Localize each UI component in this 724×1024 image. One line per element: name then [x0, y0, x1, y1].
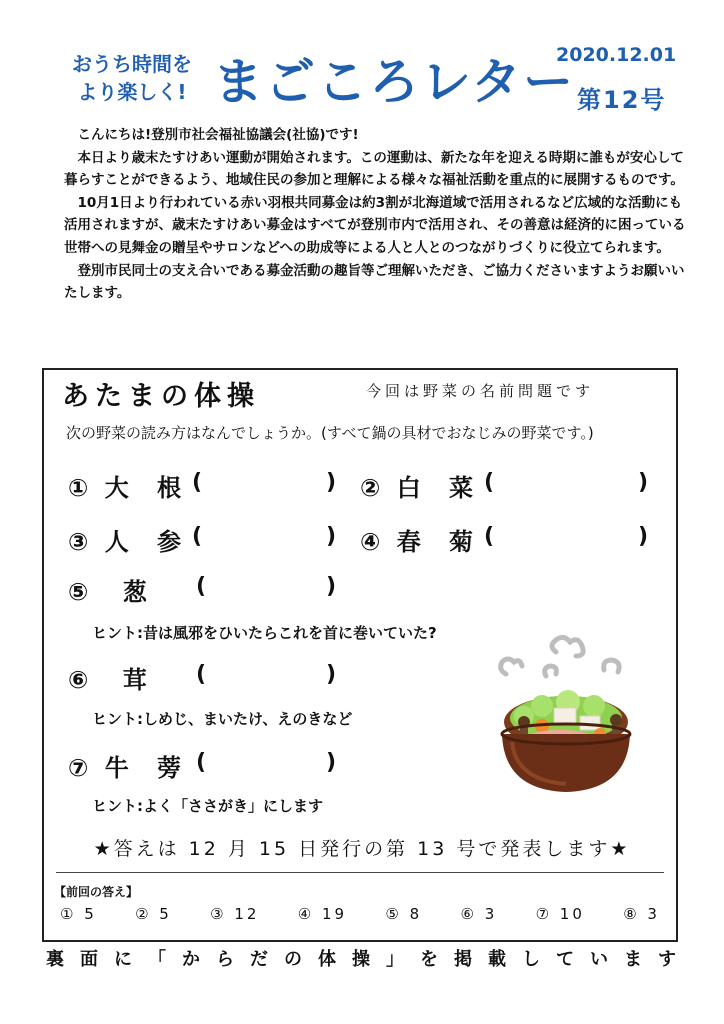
previous-answer: ⑧ 3 [623, 905, 660, 923]
divider [56, 872, 664, 873]
item-word: 春 菊 [396, 528, 484, 556]
item-number: ③ [68, 528, 89, 556]
item-number: ⑤ [68, 578, 89, 606]
footer-char: だ [250, 949, 268, 970]
item-number: ④ [360, 528, 381, 556]
footer-char: 面 [80, 949, 98, 970]
footer-char: て [556, 949, 574, 970]
item-number: ① [68, 474, 89, 502]
footer-char: す [658, 949, 676, 970]
footer-char: 操 [352, 949, 370, 970]
item-word: 茸 [122, 666, 147, 694]
answer-paren-open: ( [196, 574, 207, 599]
footer-char: 体 [318, 949, 336, 970]
item-word: 人 参 [104, 528, 192, 556]
previous-answer: ④ 19 [297, 905, 348, 923]
answer-paren-open: ( [196, 750, 207, 775]
answer-paren-close: ) [638, 470, 649, 495]
answer-paren-close: ) [326, 750, 337, 775]
answer-paren-close: ) [326, 662, 337, 687]
footer-char: か [182, 949, 200, 970]
tagline [52, 50, 212, 106]
item-number: ⑥ [68, 666, 89, 694]
answer-paren-close: ) [326, 524, 337, 549]
quiz-item-6 [68, 660, 147, 695]
quiz-item-3 [68, 522, 191, 557]
footer-char: 「 [148, 949, 166, 970]
intro-text [64, 124, 694, 305]
footer-char: ら [216, 949, 234, 970]
previous-answer: ② 5 [135, 905, 172, 923]
item-word: 白 菜 [396, 474, 484, 502]
footer-char: 掲 [454, 949, 472, 970]
previous-answer: ① 5 [60, 905, 97, 923]
intro-paragraph-3: 登別市民同士の支え合いである募金活動の趣旨等ご理解いただき、ご協力くださいますようお願いいたします。 [64, 262, 685, 302]
footer-char: 載 [488, 949, 506, 970]
quiz-question: 次の野菜の読み方はなんでしょうか。(すべて鍋の具材でおなじみの野菜です。) [66, 424, 594, 442]
item-word: 葱 [122, 578, 147, 606]
previous-answer: ③ 12 [210, 905, 260, 923]
tagline-line1: おうち時間を [72, 52, 192, 76]
footer-note [46, 945, 676, 971]
answer-paren-open: ( [192, 524, 203, 549]
footer-char: 」 [386, 949, 404, 970]
answer-paren-open: ( [196, 662, 207, 687]
previous-answer: ⑦ 10 [535, 905, 585, 923]
footer-char: を [420, 949, 438, 970]
quiz-item-4 [360, 522, 483, 557]
answer-paren-close: ) [326, 470, 337, 495]
footer-char: い [590, 949, 608, 970]
issue-date: 2020.12.01 [556, 44, 677, 66]
footer-char: に [114, 949, 132, 970]
item-word: 牛 蒡 [104, 754, 192, 782]
answer-paren-close: ) [638, 524, 649, 549]
footer-char: 裏 [46, 949, 64, 970]
quiz-item-5 [68, 572, 147, 607]
hotpot-icon [484, 630, 644, 800]
hint-6: ヒント:しめじ、まいたけ、えのきなど [92, 710, 353, 728]
footer-char: の [284, 949, 302, 970]
intro-greeting: こんにちは!登別市社会福祉協議会(社協)です! [77, 127, 359, 143]
footer-char: ま [624, 949, 642, 970]
quiz-subtitle: 今回は野菜の名前問題です [366, 382, 595, 400]
quiz-title: あたまの体操 [62, 381, 260, 412]
item-number: ⑦ [68, 754, 89, 782]
issue-number: 第12号 [577, 86, 667, 114]
answer-paren-open: ( [484, 470, 495, 495]
footer-char: し [522, 949, 540, 970]
hint-5: ヒント:昔は風邪をひいたらこれを首に巻いていた? [92, 624, 437, 642]
intro-paragraph-2: 10月1日より行われている赤い羽根共同募金は約3割が北海道域で活用されるなど広域的な活動にも活用されますが、歳末たすけあい募金はすべてが登別市内で活用され、その善意は経済的に困っている世帯への見舞金の贈呈やサロンなどへの助成等による人と人とのつながりづくりに役立てられます。 [64, 194, 686, 256]
answer-paren-close: ) [326, 574, 337, 599]
quiz-item-2 [360, 468, 483, 503]
intro-paragraph-1: 本日より歳末たすけあい運動が開始されます。この運動は、新たな年を迎える時期に誰もが安心して暮らすことができるよう、地域住民の参加と理解による様々な福祉活動を重点的に展開するものです。 [64, 149, 684, 189]
previous-answer: ⑥ 3 [460, 905, 498, 923]
previous-answers-label: 【前回の答え】 [54, 885, 139, 899]
newsletter-title: まごころレター [213, 53, 575, 111]
previous-answers-list [60, 905, 660, 923]
answer-announcement: ★答えは 12 月 15 日発行の第 13 号で発表します★ [93, 838, 631, 860]
answer-paren-open: ( [192, 470, 203, 495]
answer-paren-open: ( [484, 524, 495, 549]
hint-7: ヒント:よく「ささがき」にします [92, 797, 324, 815]
quiz-item-1 [68, 468, 191, 503]
tagline-line2: より楽しく! [77, 80, 187, 104]
item-number: ② [360, 474, 381, 502]
previous-answer: ⑤ 8 [385, 905, 423, 923]
quiz-item-7 [68, 748, 191, 783]
item-word: 大 根 [104, 474, 192, 502]
